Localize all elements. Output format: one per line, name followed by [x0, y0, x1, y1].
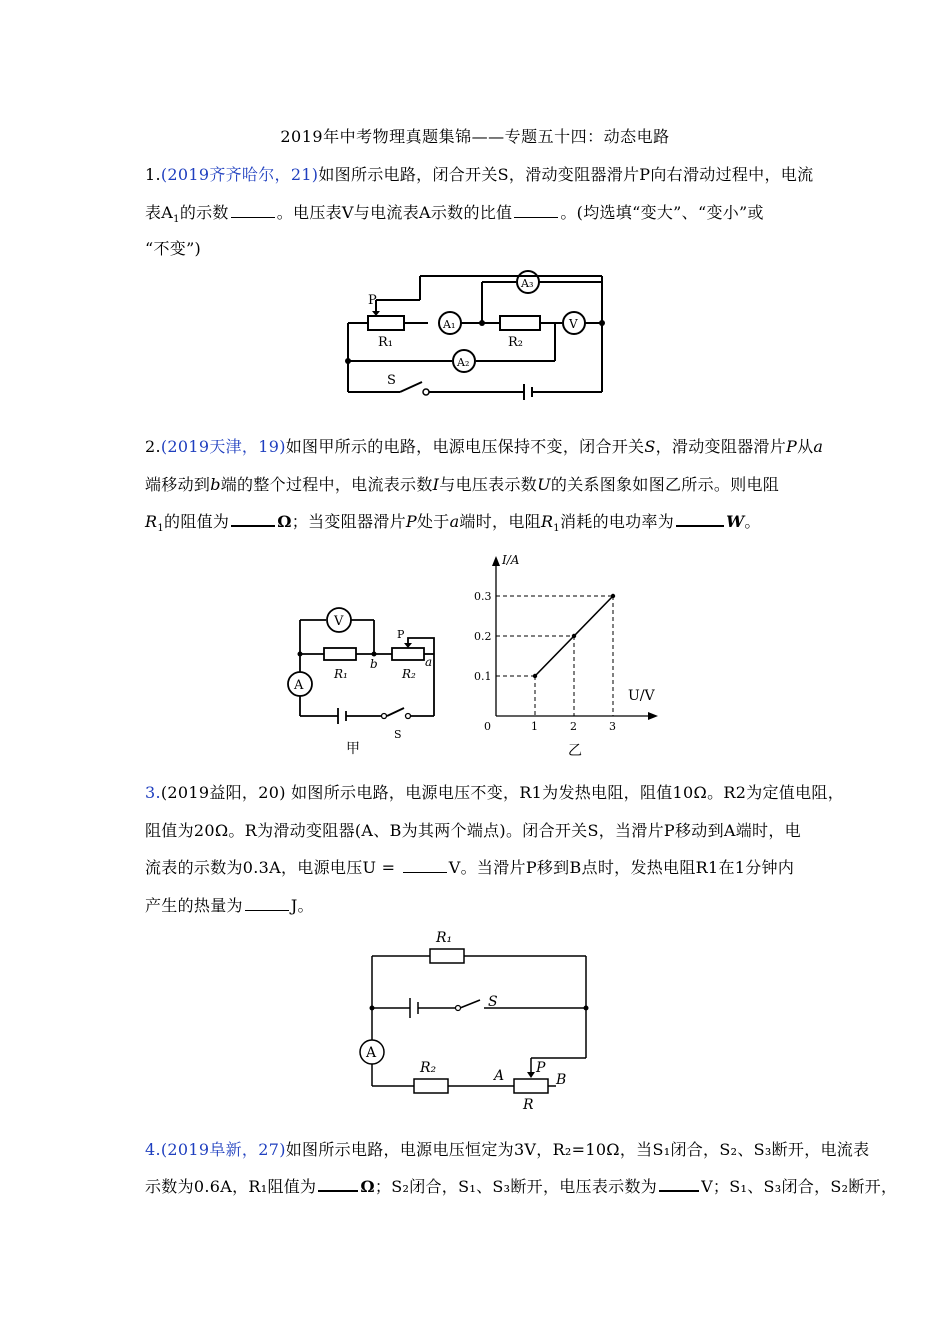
q2-label-R2: R₂: [402, 667, 416, 681]
q3-line-1: [145, 780, 844, 803]
x-tick-label: 1: [531, 720, 538, 733]
q1-text-1: 如图所示电路，闭合开关S，滑动变阻器滑片P向右滑动过程中，电流: [318, 165, 814, 184]
q1-blank-1[interactable]: [231, 203, 275, 218]
q2-caption-yi: 乙: [568, 743, 582, 759]
q3-text-1: (2019益阳，20) 如图所示电路，电源电压不变，R1为发热电阻，阻值10Ω。R2为定值电阻，: [160, 783, 845, 802]
q2-number: 2.: [145, 437, 161, 456]
q1-number: 1.: [145, 165, 161, 184]
q2-var-b: b: [210, 475, 221, 494]
q3-label-A: A: [366, 1045, 377, 1061]
q2-var-I: I: [432, 475, 440, 494]
q3-line-2: 阻值为20Ω。R为滑动变阻器(A、B为其两个端点)。闭合开关S，当滑片P移动到A端时，电: [145, 821, 801, 840]
q2-var-a: a: [813, 437, 824, 456]
q3-label-S: S: [488, 994, 498, 1010]
q2-text-3c: 处于: [416, 512, 450, 531]
q3-circuit-figure: [350, 924, 600, 1114]
q1-label-R2: R₂: [508, 335, 523, 350]
q3-label-R: R: [523, 1097, 534, 1113]
q3-text-3b: V。当滑片P移到B点时，发热电阻R1在1分钟内: [448, 858, 795, 877]
q2-source: (2019天津，19): [160, 437, 286, 456]
q1-label-A2: A₂: [457, 356, 470, 369]
q1-line-1: [145, 162, 813, 185]
q1-text-2c: 。电压表V与电流表A示数的比值: [276, 203, 513, 222]
q1-label-A3: A₃: [521, 277, 534, 290]
q1-line-3: “不变”): [145, 239, 202, 258]
q2-blank-2[interactable]: [676, 511, 724, 527]
q4-text-1: 如图所示电路，电源电压恒定为3V，R₂=10Ω，当S₁闭合，S₂、S₃断开，电流表: [285, 1140, 870, 1159]
q4-blank-1[interactable]: [318, 1176, 358, 1192]
q3-label-B: B: [556, 1072, 567, 1088]
q3-text-3a: 流表的示数为0.3A，电源电压U =: [145, 858, 401, 877]
q2-var-S: S: [644, 437, 656, 456]
q3-text-4b: J。: [290, 896, 314, 915]
q2-caption-jia: 甲: [346, 741, 360, 757]
q2-label-b: b: [370, 657, 378, 671]
q2-var-a2: a: [449, 512, 460, 531]
q2-unit-ohm: Ω: [277, 512, 292, 531]
q2-text-2b: 端的整个过程中，电流表示数: [220, 475, 433, 494]
graph-xlabel: U/V: [628, 688, 655, 704]
q3-label-P: P: [536, 1060, 546, 1076]
q3-blank-2[interactable]: [245, 896, 289, 911]
q1-label-P: P: [368, 293, 377, 308]
q3-text-4a: 产生的热量为: [145, 896, 243, 915]
q2-text-3a: 的阻值为: [164, 512, 230, 531]
q3-number: 3.: [145, 783, 161, 802]
q4-text-2a: 示数为0.6A，R₁阻值为: [145, 1177, 317, 1196]
q4-text-2c: V；S₁、S₃闭合，S₂断开，: [701, 1177, 898, 1196]
x-tick-label: 3: [609, 720, 616, 733]
q2-sub-1: 1: [157, 523, 165, 535]
q1-text-2a: 表A: [145, 203, 174, 222]
q2-iu-graph: [470, 550, 670, 760]
q3-line-3: [145, 855, 794, 878]
data-point-2: [572, 634, 576, 638]
q3-label-R2: R₂: [420, 1060, 437, 1076]
y-tick-label: 0.3: [474, 590, 492, 603]
x-tick-label: 2: [570, 720, 577, 733]
q3-line-4: [145, 893, 314, 916]
q4-source: (2019阜新，27): [160, 1140, 286, 1159]
q2-text-2a: 端移动到: [145, 475, 211, 494]
q2-period: 。: [744, 512, 761, 531]
q2-text-2c: 与电压表示数: [439, 475, 538, 494]
q1-sub: 1: [173, 214, 180, 226]
q1-label-R1: R₁: [378, 335, 393, 350]
q2-label-P: P: [397, 628, 405, 641]
q2-text-1a: 如图甲所示的电路，电源电压保持不变，闭合开关: [285, 437, 645, 456]
q4-line-1: [145, 1137, 869, 1160]
q4-unit-ohm: Ω: [360, 1177, 375, 1196]
q2-var-R1b: R: [540, 512, 554, 531]
graph-origin: 0: [484, 720, 491, 733]
q3-blank-1[interactable]: [403, 858, 447, 873]
q2-var-P: P: [786, 437, 798, 456]
q2-text-2d: 的关系图象如图乙所示。则电阻: [550, 475, 780, 494]
q1-label-A1: A₁: [443, 318, 456, 331]
q2-label-V: V: [334, 614, 344, 629]
q2-text-1b: ，滑动变阻器滑片: [655, 437, 787, 456]
q2-label-A: A: [294, 678, 304, 693]
q2-blank-1[interactable]: [231, 511, 275, 527]
q2-label-R1: R₁: [334, 667, 348, 681]
q1-text-2d: 。(均选填“变大”、“变小”或: [560, 203, 764, 222]
q1-blank-2[interactable]: [514, 203, 558, 218]
q2-text-1c: 从: [797, 437, 814, 456]
graph-ylabel: I/A: [502, 553, 520, 567]
y-axis-arrow: [492, 556, 500, 566]
q3-label-R1: R₁: [436, 930, 453, 946]
q1-line-2: [145, 200, 764, 225]
q2-circuit-figure: [284, 598, 444, 758]
y-tick-label: 0.1: [474, 670, 492, 683]
q4-blank-2[interactable]: [659, 1176, 699, 1192]
q4-text-2b: ；S₂闭合，S₁、S₃断开，电压表示数为: [374, 1177, 658, 1196]
y-tick-label: 0.2: [474, 630, 492, 643]
q2-line-1: [145, 434, 823, 457]
q4-number: 4.: [145, 1140, 161, 1159]
data-point-3: [611, 594, 615, 598]
q2-line-3: [145, 509, 761, 534]
q2-line-2: [145, 472, 779, 495]
q2-var-U: U: [537, 475, 551, 494]
q2-text-3b: ；当变阻器滑片: [291, 512, 406, 531]
q1-circuit-figure: [340, 266, 610, 401]
q1-source: (2019齐齐哈尔，21): [160, 165, 319, 184]
x-axis-arrow: [648, 712, 658, 720]
q4-line-2: [145, 1174, 897, 1197]
q2-unit-W: W: [726, 512, 745, 531]
q1-label-V: V: [569, 317, 578, 331]
q2-text-3d: 端时，电阻: [459, 512, 541, 531]
q2-var-P2: P: [405, 512, 417, 531]
q1-text-2b: 的示数: [179, 203, 229, 222]
page-title: 2019年中考物理真题集锦——专题五十四：动态电路: [280, 127, 670, 146]
q3-label-Aend: A: [494, 1068, 505, 1084]
q2-label-S: S: [394, 728, 402, 741]
q2-var-R1: R: [145, 512, 158, 531]
data-point-1: [533, 674, 537, 678]
q2-sub-2: 1: [553, 523, 560, 535]
q2-label-a: a: [425, 655, 433, 669]
q1-label-S: S: [387, 373, 396, 388]
q2-text-3e: 消耗的电功率为: [559, 512, 675, 531]
